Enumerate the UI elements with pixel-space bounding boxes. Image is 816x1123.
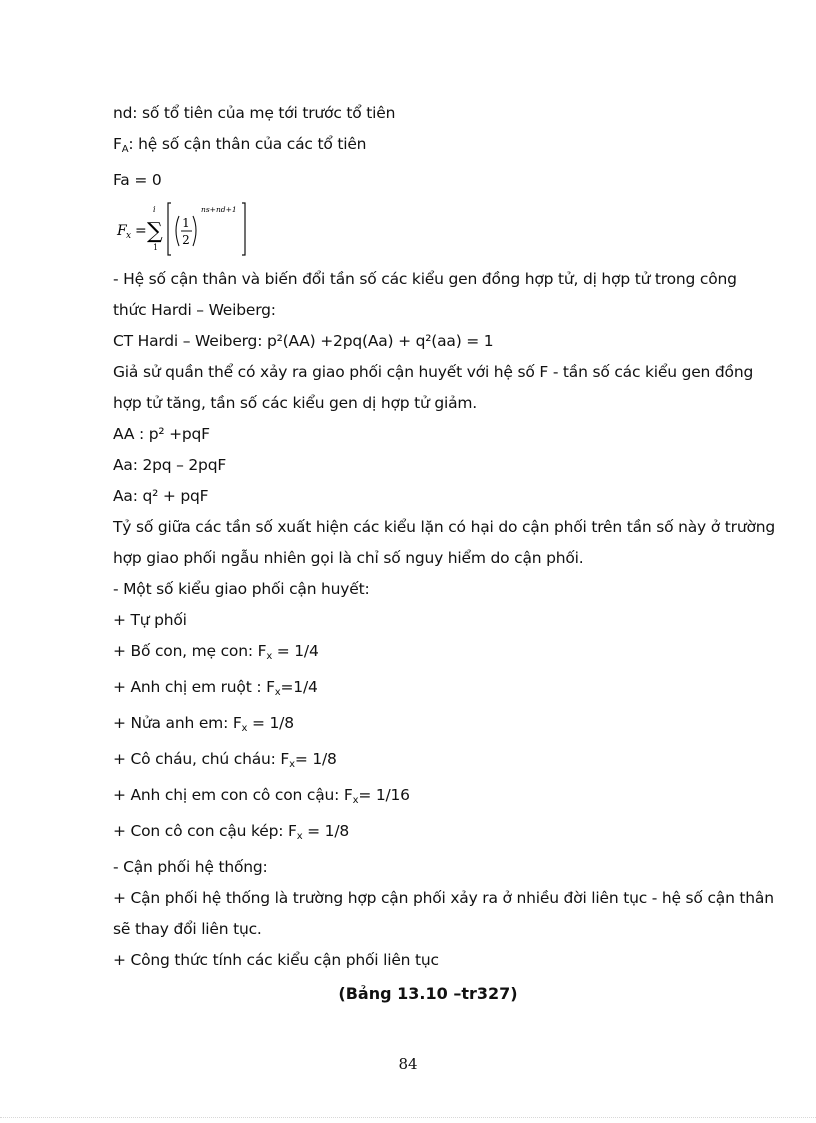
- fx-subscript: x: [241, 723, 248, 734]
- fx-symbol: F: [287, 822, 297, 840]
- text-line-half-siblings: [113, 708, 743, 744]
- text-line-parent-child: [113, 636, 743, 672]
- formula-svg: [113, 200, 263, 262]
- text-line-types-heading: - Một số kiểu giao phối cận huyết:: [113, 580, 370, 598]
- formula-sum-lower: 1: [153, 243, 159, 252]
- fx-subscript: x: [296, 831, 303, 842]
- list-label: + Nửa anh em:: [113, 714, 233, 732]
- text-line-fa-definition: [113, 129, 743, 165]
- fa-symbol: F: [113, 135, 122, 153]
- text-line-systematic-desc: + Cận phối hệ thống là trường hợp cận phối xảy ra ở nhiều đời liên tục - hệ số cận thân: [113, 889, 774, 907]
- text-line-aa-recessive: Aa: q² + pqF: [113, 487, 209, 505]
- text-line-assumption-cont: hợp tử tăng, tần số các kiểu gen dị hợp tử giảm.: [113, 394, 478, 412]
- left-bracket: [168, 203, 171, 255]
- fa-colon: :: [128, 135, 134, 153]
- fx-symbol: F: [232, 714, 242, 732]
- list-value: =1/4: [280, 678, 318, 696]
- fx-subscript: x: [289, 759, 295, 770]
- list-label: + Bố con, mẹ con:: [113, 642, 258, 660]
- fx-symbol: F: [343, 786, 353, 804]
- text-line-hardi-formula: CT Hardi – Weiberg: p²(AA) +2pq(Aa) + q²(aa) = 1: [113, 332, 494, 350]
- left-paren: [176, 216, 179, 246]
- text-line-self-fertilization: + Tự phối: [113, 611, 187, 629]
- text-line-aa: AA : p² +pqF: [113, 425, 210, 443]
- list-value: = 1/8: [302, 822, 350, 840]
- text-line-first-cousins: [113, 780, 743, 816]
- list-label: + Cô cháu, chú cháu:: [113, 750, 281, 768]
- text-line-aunt-uncle: [113, 744, 743, 780]
- text-line-full-siblings: [113, 672, 743, 708]
- page-bottom-divider: [0, 1117, 816, 1118]
- text-line-systematic-heading: - Cận phối hệ thống:: [113, 858, 268, 876]
- right-bracket: [242, 203, 245, 255]
- text-line-fa-zero: Fa = 0: [113, 171, 162, 189]
- text-line-nd: nd: số tổ tiên của mẹ tới trước tổ tiên: [113, 104, 396, 122]
- text-line-hardi-intro-cont: thức Hardi – Weiberg:: [113, 301, 276, 319]
- formula-lhs: F: [117, 223, 127, 239]
- right-paren: [193, 216, 196, 246]
- list-label: + Anh chị em ruột :: [113, 678, 267, 696]
- page-number: 84: [398, 1055, 418, 1073]
- text-line-aa-hetero: Aa: 2pq – 2pqF: [113, 456, 227, 474]
- fx-symbol: F: [257, 642, 267, 660]
- fx-subscript: x: [274, 687, 281, 698]
- page-content: [113, 98, 775, 1010]
- text-line-ratio: Tỷ số giữa các tần số xuất hiện các kiểu lặn có hại do cận phối trên tần số này ở trường: [113, 518, 775, 536]
- formula-lhs-sub: x: [126, 231, 132, 241]
- list-value: = 1/8: [294, 750, 337, 768]
- formula-equals: =: [135, 223, 147, 239]
- formula-numerator: 1: [182, 216, 190, 230]
- fx-symbol: F: [266, 678, 275, 696]
- formula-denominator: 2: [182, 233, 190, 247]
- list-label: + Anh chị em con cô con cậu:: [113, 786, 344, 804]
- text-line-ratio-cont: hợp giao phối ngẫu nhiên gọi là chỉ số nguy hiểm do cận phối.: [113, 549, 584, 567]
- fa-subscript: A: [121, 144, 129, 155]
- inbreeding-coefficient-formula: [113, 200, 743, 262]
- text-line-hardi-intro: - Hệ số cận thân và biến đổi tần số các kiểu gen đồng hợp tử, dị hợp tử trong công: [113, 270, 737, 288]
- text-line-double-cousins: [113, 816, 743, 852]
- fa-definition-text: hệ số cận thân của các tổ tiên: [138, 135, 367, 153]
- list-label: + Con cô con cậu kép:: [113, 822, 288, 840]
- list-value: = 1/4: [272, 642, 319, 660]
- text-line-formula-intro: + Công thức tính các kiểu cận phối liên tục: [113, 951, 439, 969]
- fx-subscript: x: [352, 795, 359, 806]
- text-line-systematic-desc-cont: sẽ thay đổi liên tục.: [113, 920, 262, 938]
- list-value: = 1/16: [358, 786, 410, 804]
- table-caption: (Bảng 13.10 –tr327): [338, 984, 518, 1003]
- formula-exponent: ns+nd+1: [201, 205, 237, 214]
- text-line-assumption: Giả sử quần thể có xảy ra giao phối cận huyết với hệ số F - tần số các kiểu gen đồng: [113, 363, 754, 381]
- formula-sum-symbol: ∑: [147, 219, 163, 244]
- fx-symbol: F: [280, 750, 290, 768]
- formula-sum-upper: i: [153, 205, 156, 214]
- list-value: = 1/8: [247, 714, 294, 732]
- fx-subscript: x: [266, 651, 273, 662]
